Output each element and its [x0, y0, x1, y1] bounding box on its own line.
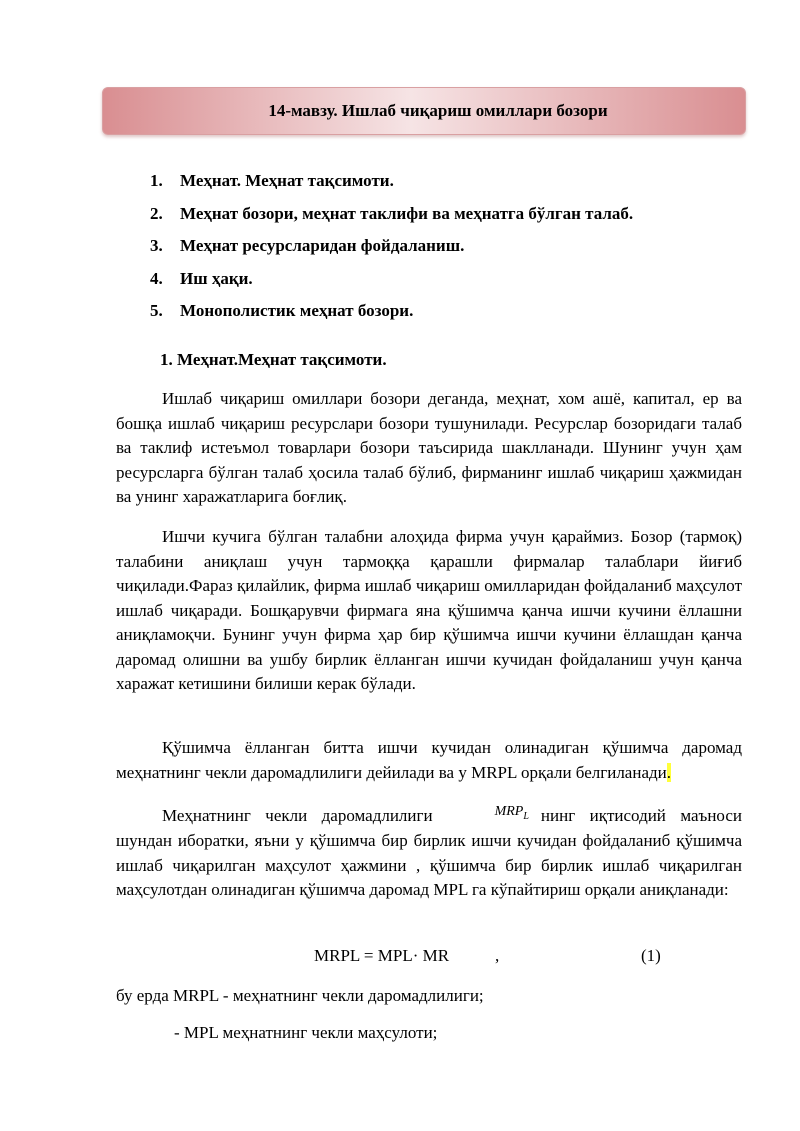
highlighted-period: . — [666, 762, 671, 782]
outline-number: 1. — [150, 171, 163, 190]
outline-text: Иш ҳақи. — [180, 268, 253, 288]
symbol-main: MRP — [494, 804, 524, 819]
section-heading: 1. Меҳнат.Меҳнат тақсимоти. — [160, 350, 387, 369]
paragraph-text: нинг иқтисодий маъноси шундан иборатки, яъни у қўшимча бир бирлик ишчи кучидан фойдаланиб қўшимча ишлаб чиқарилган маҳсулот ҳажмини , қўшимча бир бирлик ишлаб чиқарилган маҳсулотдан олинадиган қўшимча даромад MPL га кўпайтириш орқали аниқланади: — [116, 806, 742, 900]
paragraph-labor-demand: Ишчи кучига бўлган талабни алоҳида фирма учун қараймиз. Бозор (тармоқ) талабини аниқлаш учун тармоққа қарашли фирмалар талаблари йиғиб чиқилади.Фараз қилайлик, фирма ишлаб чиқариш омилларидан фойдаланиб маҳсулот ишлаб чиқаради. Бошқарувчи фирмага яна қўшимча қанча ишчи кучини ёллашни аниқламоқчи. Бунинг учун фирма ҳар бир қўшимча ишчи кучини ёллашдан қанча даромад олишни ва ушбу бирлик ёлланган ишчи кучидан фойдаланиш учун қанча харажат кетишини билиши керак бўлади. — [116, 527, 742, 693]
paragraph-text: Қўшимча ёлланган битта ишчи кучидан олинадиган қўшимча даромад меҳнатнинг чекли даромадлилиги дейилади ва у MRPL орқали белгиланади — [116, 738, 742, 782]
formula-number: (1) — [641, 946, 661, 965]
outline-text: Меҳнат бозори, меҳнат таклифи ва меҳнатга бўлган талаб. — [180, 203, 634, 223]
outline-item — [150, 170, 633, 203]
mrpl-symbol — [449, 800, 529, 829]
topic-title-banner — [102, 87, 746, 135]
outline-number: 5. — [150, 301, 163, 320]
outline-item — [150, 268, 633, 301]
paragraph-mrpl-meaning — [116, 800, 742, 903]
outline-item — [150, 300, 633, 333]
paragraph-factor-markets: Ишлаб чиқариш омиллари бозори деганда, меҳнат, хом ашё, капитал, ер ва бошқа ишлаб чиқариш ресурслари бозори тушунилади. Ресурслар бозоридаги талаб ва таклиф истеъмол товарлари бозори таъсирида шаклланади. Шунинг учун ҳам ресурсларга бўлган талаб ҳосила талаб бўлиб, фирманинг ишлаб чиқариш ҳажмидан ва унинг харажатларига боғлиқ. — [116, 389, 742, 506]
symbol-subscript: L — [523, 810, 529, 822]
outline-item — [150, 203, 633, 236]
paragraph-mrpl-definition — [116, 736, 742, 785]
definition-line-mrpl: бу ерда MRPL - меҳнатнинг чекли даромадлилиги; — [116, 986, 484, 1005]
outline-number: 2. — [150, 203, 163, 223]
formula-comma: , — [495, 946, 500, 965]
outline-number: 3. — [150, 236, 163, 255]
topic-outline — [150, 170, 633, 333]
outline-text: Монополистик меҳнат бозори. — [180, 301, 414, 320]
outline-text: Меҳнат ресурсларидан фойдаланиш. — [180, 236, 465, 255]
paragraph-text: Меҳнатнинг чекли даромадлилиги — [162, 806, 433, 825]
outline-number: 4. — [150, 268, 163, 288]
outline-text: Меҳнат. Меҳнат тақсимоти. — [180, 171, 394, 190]
definition-line-mpl: - MPL меҳнатнинг чекли маҳсулоти; — [174, 1023, 438, 1042]
outline-item — [150, 235, 633, 268]
topic-title: 14-мавзу. Ишлаб чиқариш омиллари бозори — [268, 101, 608, 120]
formula-expression: MRPL = MPL· MR — [314, 946, 450, 965]
